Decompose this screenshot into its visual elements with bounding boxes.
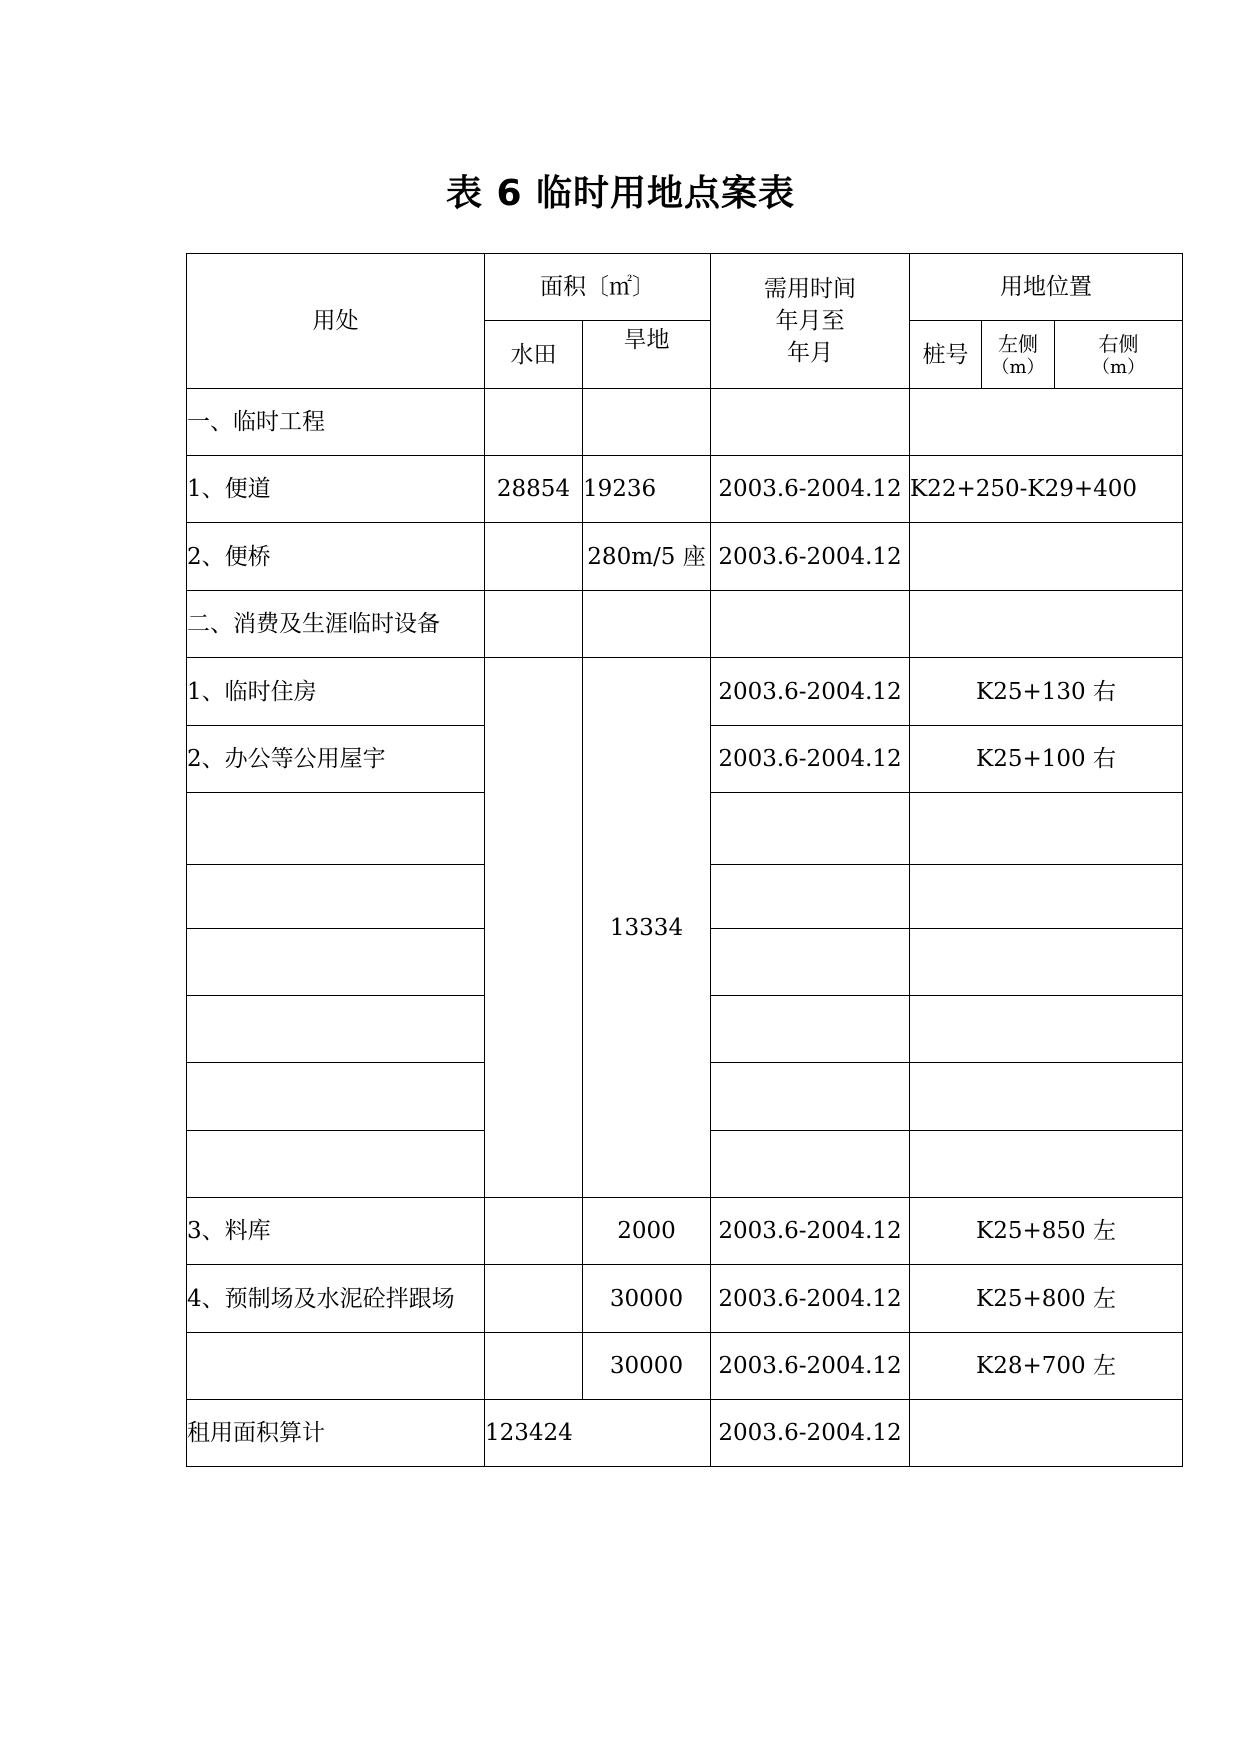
row-usage: 4、预制场及水泥砼拌跟场 bbox=[187, 1265, 485, 1333]
header-right-unit: （m） bbox=[1091, 356, 1146, 378]
table-row bbox=[187, 591, 1183, 658]
land-use-table bbox=[186, 253, 1183, 1467]
row-time bbox=[711, 793, 910, 865]
row-location: K22+250-K29+400 bbox=[910, 456, 1183, 523]
row-time bbox=[711, 996, 910, 1063]
row-paddy bbox=[485, 1333, 583, 1400]
table-row bbox=[187, 523, 1183, 591]
row-time bbox=[711, 865, 910, 929]
table-row bbox=[187, 1198, 1183, 1265]
header-stake: 桩号 bbox=[910, 321, 982, 389]
row-location bbox=[910, 389, 1183, 456]
row-location: K25+100 右 bbox=[910, 726, 1183, 793]
row-location: K25+800 左 bbox=[910, 1265, 1183, 1333]
row-dry bbox=[583, 591, 711, 658]
row-usage: 二、消费及生涯临时设备 bbox=[187, 591, 485, 658]
row-time bbox=[711, 389, 910, 456]
page-title: 表 6 临时用地点案表 bbox=[445, 173, 796, 214]
table-row bbox=[187, 456, 1183, 523]
table-row bbox=[187, 1265, 1183, 1333]
row-time: 2003.6-2004.12 bbox=[711, 523, 910, 591]
row-paddy bbox=[485, 591, 583, 658]
header-time bbox=[711, 254, 910, 389]
header-usage: 用处 bbox=[187, 254, 485, 389]
row-location bbox=[910, 1400, 1183, 1467]
row-usage: 租用面积算计 bbox=[187, 1400, 485, 1467]
row-dry: 19236 bbox=[583, 456, 711, 523]
row-location: K25+850 左 bbox=[910, 1198, 1183, 1265]
row-dry: 30000 bbox=[583, 1333, 711, 1400]
header-time-line1: 需用时间 bbox=[764, 276, 856, 302]
header-left bbox=[982, 321, 1055, 389]
row-location bbox=[910, 865, 1183, 929]
table-row bbox=[187, 658, 1183, 726]
row-time: 2003.6-2004.12 bbox=[711, 726, 910, 793]
row-dry: 30000 bbox=[583, 1265, 711, 1333]
row-usage: 2、办公等公用屋宇 bbox=[187, 726, 485, 793]
row-dry bbox=[583, 389, 711, 456]
row-time: 2003.6-2004.12 bbox=[711, 1265, 910, 1333]
row-location bbox=[910, 523, 1183, 591]
row-location bbox=[910, 591, 1183, 658]
row-area-total: 123424 bbox=[485, 1400, 711, 1467]
row-time: 2003.6-2004.12 bbox=[711, 658, 910, 726]
table-row bbox=[187, 1333, 1183, 1400]
row-dry: 280m/5 座 bbox=[583, 523, 711, 591]
header-right bbox=[1055, 321, 1183, 389]
row-location bbox=[910, 1063, 1183, 1131]
row-time: 2003.6-2004.12 bbox=[711, 1198, 910, 1265]
header-time-line3: 年月 bbox=[787, 340, 833, 366]
row-usage bbox=[187, 1131, 485, 1198]
row-usage: 2、便桥 bbox=[187, 523, 485, 591]
header-area: 面积〔㎡〕 bbox=[485, 254, 711, 321]
row-usage: 1、便道 bbox=[187, 456, 485, 523]
row-usage bbox=[187, 929, 485, 996]
row-time: 2003.6-2004.12 bbox=[711, 1400, 910, 1467]
row-usage bbox=[187, 1333, 485, 1400]
row-usage: 1、临时住房 bbox=[187, 658, 485, 726]
merged-paddy bbox=[485, 658, 583, 1198]
header-left-main: 左侧 bbox=[998, 331, 1038, 356]
row-location: K28+700 左 bbox=[910, 1333, 1183, 1400]
row-time bbox=[711, 591, 910, 658]
row-usage bbox=[187, 996, 485, 1063]
row-paddy bbox=[485, 523, 583, 591]
row-usage bbox=[187, 865, 485, 929]
row-usage: 一、临时工程 bbox=[187, 389, 485, 456]
header-time-line2: 年月至 bbox=[775, 308, 845, 334]
table-row bbox=[187, 1400, 1183, 1467]
row-location bbox=[910, 996, 1183, 1063]
header-dry: 旱地 bbox=[583, 321, 711, 389]
header-location: 用地位置 bbox=[910, 254, 1183, 321]
row-location bbox=[910, 1131, 1183, 1198]
header-paddy: 水田 bbox=[485, 321, 583, 389]
row-location bbox=[910, 793, 1183, 865]
row-time bbox=[711, 929, 910, 996]
row-usage bbox=[187, 793, 485, 865]
header-right-main: 右侧 bbox=[1098, 331, 1139, 356]
row-dry: 2000 bbox=[583, 1198, 711, 1265]
row-paddy bbox=[485, 1265, 583, 1333]
row-time: 2003.6-2004.12 bbox=[711, 1333, 910, 1400]
row-usage bbox=[187, 1063, 485, 1131]
row-paddy bbox=[485, 1198, 583, 1265]
row-paddy bbox=[485, 389, 583, 456]
row-usage: 3、料库 bbox=[187, 1198, 485, 1265]
row-time bbox=[711, 1131, 910, 1198]
row-time: 2003.6-2004.12 bbox=[711, 456, 910, 523]
header-left-unit: （m） bbox=[991, 356, 1045, 378]
merged-dry: 13334 bbox=[583, 658, 711, 1198]
table-row bbox=[187, 389, 1183, 456]
row-location bbox=[910, 929, 1183, 996]
row-location: K25+130 右 bbox=[910, 658, 1183, 726]
row-paddy: 28854 bbox=[485, 456, 583, 523]
row-time bbox=[711, 1063, 910, 1131]
